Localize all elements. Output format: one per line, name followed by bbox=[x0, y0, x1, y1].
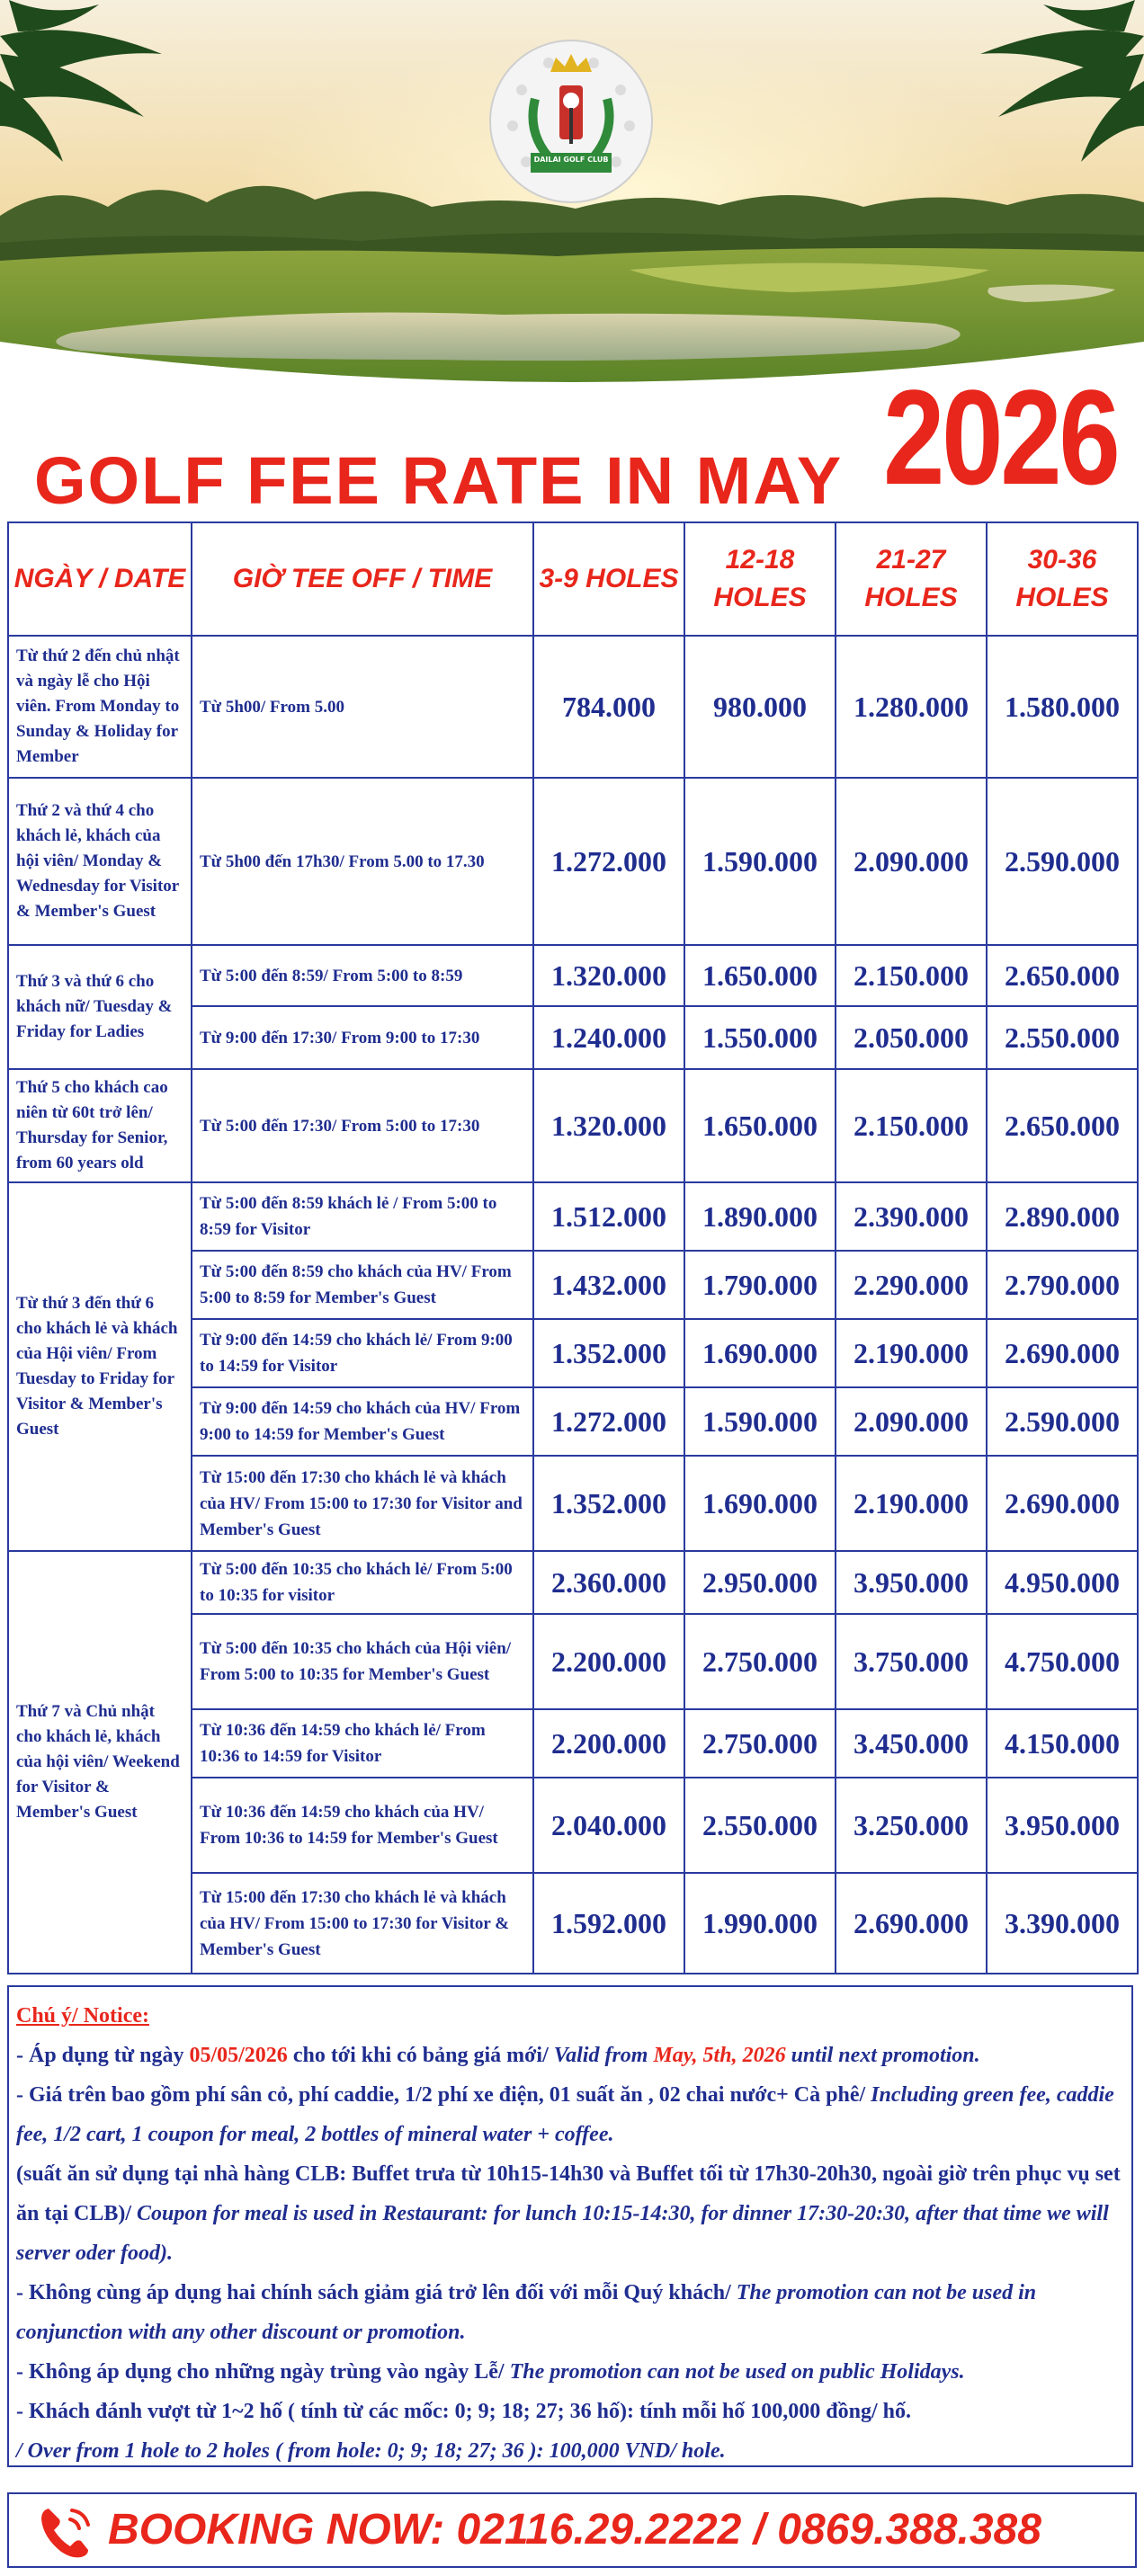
price-cell: 1.320.000 bbox=[533, 945, 684, 1006]
price-cell: 2.750.000 bbox=[684, 1614, 836, 1709]
price-cell: 3.950.000 bbox=[836, 1551, 987, 1614]
price-cell: 2.650.000 bbox=[987, 945, 1138, 1006]
price-cell: 3.250.000 bbox=[836, 1778, 987, 1873]
price-cell: 2.750.000 bbox=[684, 1709, 836, 1778]
notice-line-discount: - Không cùng áp dụng hai chính sách giảm giá trở lên đối với mỗi Quý khách/ The promotion can not be used in conjunction with any other discount or promotion. bbox=[16, 2281, 1037, 2344]
price-cell: 1.272.000 bbox=[533, 1387, 684, 1456]
price-cell: 980.000 bbox=[684, 636, 836, 778]
price-cell: 2.090.000 bbox=[836, 1387, 987, 1456]
price-cell: 3.750.000 bbox=[836, 1614, 987, 1709]
price-cell: 2.290.000 bbox=[836, 1251, 987, 1319]
price-cell: 2.590.000 bbox=[987, 778, 1138, 945]
price-cell: 1.990.000 bbox=[684, 1873, 836, 1974]
price-cell: 2.690.000 bbox=[987, 1319, 1138, 1387]
price-cell: 2.690.000 bbox=[987, 1456, 1138, 1551]
time-cell: Từ 5h00 đến 17h30/ From 5.00 to 17.30 bbox=[192, 778, 533, 945]
time-cell: Từ 5:00 đến 8:59 khách lẻ / From 5:00 to 8:59 for Visitor bbox=[192, 1182, 533, 1251]
header-date: NGÀY / DATE bbox=[8, 522, 192, 636]
date-cell: Từ thứ 3 đến thứ 6 cho khách lẻ và khách của Hội viên/ From Tuesday to Friday for Visitor & Member's Guest bbox=[8, 1182, 192, 1551]
table-row bbox=[8, 945, 1138, 1006]
table-row bbox=[8, 636, 1138, 778]
price-cell: 2.050.000 bbox=[836, 1006, 987, 1069]
fee-table-body bbox=[8, 636, 1138, 1974]
notice-line-holidays: - Không áp dụng cho những ngày trùng vào ngày Lễ/ The promotion can not be used on public Holidays. bbox=[16, 2360, 965, 2384]
price-cell: 1.650.000 bbox=[684, 945, 836, 1006]
price-cell: 2.590.000 bbox=[987, 1387, 1138, 1456]
date-cell: Thứ 3 và thứ 6 cho khách nữ/ Tuesday & Friday for Ladies bbox=[8, 945, 192, 1069]
club-logo bbox=[486, 36, 657, 207]
header-3-9-holes: 3-9 HOLES bbox=[533, 522, 684, 636]
price-cell: 1.690.000 bbox=[684, 1319, 836, 1387]
price-cell: 3.450.000 bbox=[836, 1709, 987, 1778]
time-cell: Từ 9:00 đến 17:30/ From 9:00 to 17:30 bbox=[192, 1006, 533, 1069]
price-cell: 1.590.000 bbox=[684, 778, 836, 945]
notice-line-includes: - Giá trên bao gồm phí sân cỏ, phí caddie, 1/2 phí xe điện, 01 suất ăn , 02 chai nước+ Cà phê/ Including green fee, caddie fee, 1/2 cart, 1 coupon for meal, 2 bottles of mineral water + coffee. bbox=[16, 2083, 1114, 2146]
time-cell: Từ 5:00 đến 10:35 cho khách của Hội viên/ From 5:00 to 10:35 for Member's Guest bbox=[192, 1614, 533, 1709]
phone-icon bbox=[36, 2501, 97, 2563]
price-cell: 1.352.000 bbox=[533, 1319, 684, 1387]
price-cell: 4.150.000 bbox=[987, 1709, 1138, 1778]
price-cell: 1.272.000 bbox=[533, 778, 684, 945]
notice-box bbox=[7, 1985, 1133, 2467]
header-30-36-holes: 30-36 HOLES bbox=[987, 522, 1138, 636]
date-cell: Thứ 5 cho khách cao niên từ 60t trở lên/ Thursday for Senior, from 60 years old bbox=[8, 1069, 192, 1182]
price-cell: 1.352.000 bbox=[533, 1456, 684, 1551]
price-cell: 1.890.000 bbox=[684, 1182, 836, 1251]
table-row bbox=[8, 1551, 1138, 1614]
time-cell: Từ 5:00 đến 10:35 cho khách lẻ/ From 5:00 to 10:35 for visitor bbox=[192, 1551, 533, 1614]
time-cell: Từ 9:00 đến 14:59 cho khách của HV/ From 9:00 to 14:59 for Member's Guest bbox=[192, 1387, 533, 1456]
price-cell: 2.040.000 bbox=[533, 1778, 684, 1873]
fee-table bbox=[7, 521, 1139, 1974]
table-header-row bbox=[8, 522, 1138, 636]
booking-bar[interactable] bbox=[7, 2492, 1137, 2568]
notice-title: Chú ý/ Notice: bbox=[16, 2004, 149, 2028]
price-cell: 2.550.000 bbox=[684, 1778, 836, 1873]
notice-line-meal: (suất ăn sử dụng tại nhà hàng CLB: Buffet trưa từ 10h15-14h30 và Buffet tối từ 17h30-20h30, ngoài giờ trên phục vụ set ăn tại CLB)/ Coupon for meal is used in Restaurant: for lunch 10:15-14:30, for dinner 17:30-20:30, after that time we will server oder food). bbox=[16, 2162, 1121, 2265]
header-time: GIỜ TEE OFF / TIME bbox=[192, 522, 533, 636]
time-cell: Từ 5:00 đến 8:59 cho khách của HV/ From 5:00 to 8:59 for Member's Guest bbox=[192, 1251, 533, 1319]
date-cell: Thứ 2 và thứ 4 cho khách lẻ, khách của hội viên/ Monday & Wednesday for Visitor & Member's Guest bbox=[8, 778, 192, 945]
table-row bbox=[8, 778, 1138, 945]
time-cell: Từ 5h00/ From 5.00 bbox=[192, 636, 533, 778]
price-cell: 3.390.000 bbox=[987, 1873, 1138, 1974]
price-cell: 4.750.000 bbox=[987, 1614, 1138, 1709]
price-cell: 1.280.000 bbox=[836, 636, 987, 778]
booking-text[interactable]: BOOKING NOW: 02116.29.2222 / 0869.388.388 bbox=[108, 2506, 1041, 2554]
title-row bbox=[0, 360, 1144, 517]
price-cell: 784.000 bbox=[533, 636, 684, 778]
header-21-27-holes: 21-27 HOLES bbox=[836, 522, 987, 636]
table-row bbox=[8, 1182, 1138, 1251]
time-cell: Từ 15:00 đến 17:30 cho khách lẻ và khách của HV/ From 15:00 to 17:30 for Visitor and Member's Guest bbox=[192, 1456, 533, 1551]
price-cell: 2.950.000 bbox=[684, 1551, 836, 1614]
price-cell: 1.650.000 bbox=[684, 1069, 836, 1182]
header-12-18-holes: 12-18 HOLES bbox=[684, 522, 836, 636]
time-cell: Từ 15:00 đến 17:30 cho khách lẻ và khách của HV/ From 15:00 to 17:30 for Visitor & Member's Guest bbox=[192, 1873, 533, 1974]
price-cell: 2.190.000 bbox=[836, 1456, 987, 1551]
price-cell: 1.590.000 bbox=[684, 1387, 836, 1456]
time-cell: Từ 10:36 đến 14:59 cho khách lẻ/ From 10:36 to 14:59 for Visitor bbox=[192, 1709, 533, 1778]
price-cell: 2.360.000 bbox=[533, 1551, 684, 1614]
price-cell: 1.592.000 bbox=[533, 1873, 684, 1974]
price-cell: 2.090.000 bbox=[836, 778, 987, 945]
price-cell: 2.690.000 bbox=[836, 1873, 987, 1974]
price-cell: 2.150.000 bbox=[836, 1069, 987, 1182]
price-cell: 2.150.000 bbox=[836, 945, 987, 1006]
price-cell: 1.512.000 bbox=[533, 1182, 684, 1251]
price-cell: 1.790.000 bbox=[684, 1251, 836, 1319]
price-cell: 1.240.000 bbox=[533, 1006, 684, 1069]
time-cell: Từ 10:36 đến 14:59 cho khách của HV/ From 10:36 to 14:59 for Member's Guest bbox=[192, 1778, 533, 1873]
price-cell: 1.690.000 bbox=[684, 1456, 836, 1551]
price-cell: 2.200.000 bbox=[533, 1709, 684, 1778]
page-title: GOLF FEE RATE IN MAY bbox=[34, 443, 844, 518]
time-cell: Từ 9:00 đến 14:59 cho khách lẻ/ From 9:00 to 14:59 for Visitor bbox=[192, 1319, 533, 1387]
table-row bbox=[8, 1069, 1138, 1182]
price-cell: 2.550.000 bbox=[987, 1006, 1138, 1069]
price-cell: 3.950.000 bbox=[987, 1778, 1138, 1873]
title-year: 2026 bbox=[883, 361, 1118, 513]
notice-line-extra-holes-vi: - Khách đánh vượt từ 1~2 hố ( tính từ các mốc: 0; 9; 18; 27; 36 hố): tính mỗi hố 100,000 đồng/ hố. bbox=[16, 2400, 912, 2423]
notice-line-extra-holes-en: / Over from 1 hole to 2 holes ( from hole: 0; 9; 18; 27; 36 ): 100,000 VND/ hole. bbox=[16, 2439, 726, 2463]
price-cell: 1.432.000 bbox=[533, 1251, 684, 1319]
price-cell: 4.950.000 bbox=[987, 1551, 1138, 1614]
time-cell: Từ 5:00 đến 17:30/ From 5:00 to 17:30 bbox=[192, 1069, 533, 1182]
notice-line-valid: - Áp dụng từ ngày 05/05/2026 cho tới khi có bảng giá mới/ Valid from May, 5th, 2026 until next promotion. bbox=[16, 2044, 980, 2067]
price-cell: 1.320.000 bbox=[533, 1069, 684, 1182]
price-cell: 2.650.000 bbox=[987, 1069, 1138, 1182]
date-cell: Thứ 7 và Chủ nhật cho khách lẻ, khách của hội viên/ Weekend for Visitor & Member's Guest bbox=[8, 1551, 192, 1974]
price-cell: 2.890.000 bbox=[987, 1182, 1138, 1251]
time-cell: Từ 5:00 đến 8:59/ From 5:00 to 8:59 bbox=[192, 945, 533, 1006]
date-cell: Từ thứ 2 đến chủ nhật và ngày lễ cho Hội viên. From Monday to Sunday & Holiday for Member bbox=[8, 636, 192, 778]
price-cell: 1.580.000 bbox=[987, 636, 1138, 778]
price-cell: 2.200.000 bbox=[533, 1614, 684, 1709]
logo-text: DAILAI GOLF CLUB bbox=[533, 156, 609, 164]
price-cell: 2.190.000 bbox=[836, 1319, 987, 1387]
price-cell: 1.550.000 bbox=[684, 1006, 836, 1069]
price-cell: 2.390.000 bbox=[836, 1182, 987, 1251]
price-cell: 2.790.000 bbox=[987, 1251, 1138, 1319]
